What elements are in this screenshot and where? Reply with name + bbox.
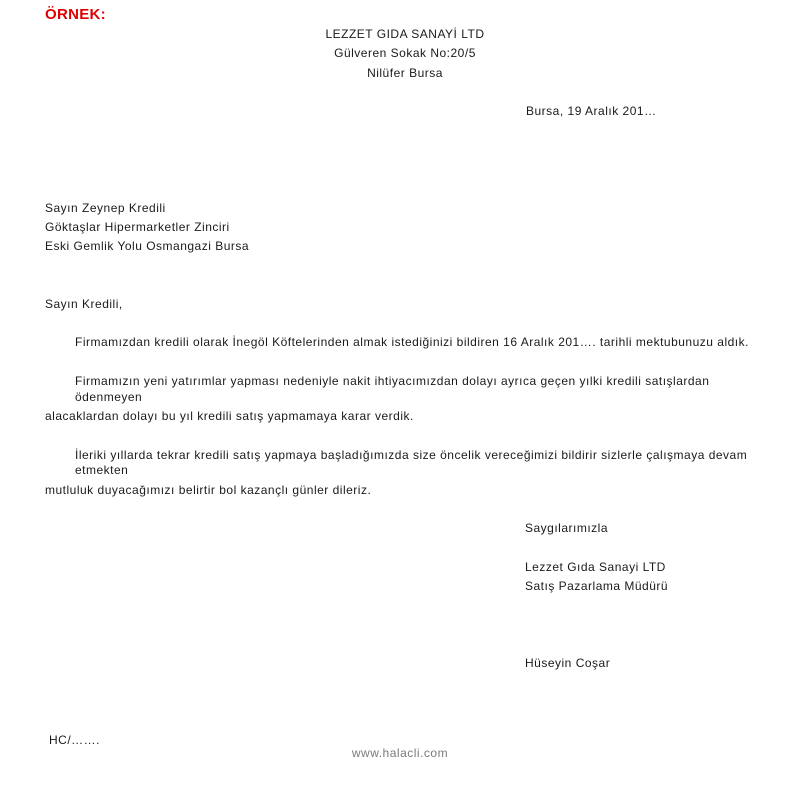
body-paragraph-1: Firmamızdan kredili olarak İnegöl Köftelerinden almak istediğinizi bildiren 16 Aralık 201…. tarihli mektubunuzu aldık.	[75, 335, 749, 349]
body-paragraph-3-line-2: etmekten	[75, 463, 129, 477]
signature-company: Lezzet Gıda Sanayi LTD	[525, 560, 666, 574]
signature-title: Satış Pazarlama Müdürü	[525, 579, 669, 593]
sender-company: LEZZET GIDA SANAYİ LTD	[325, 27, 485, 41]
example-label: ÖRNEK:	[45, 6, 106, 23]
salutation: Sayın Kredili,	[45, 297, 123, 311]
letter-date: Bursa, 19 Aralık 201…	[526, 104, 657, 118]
recipient-company: Göktaşlar Hipermarketler Zinciri	[45, 220, 230, 234]
closing: Saygılarımızla	[525, 521, 609, 535]
reference-code: HC/…….	[49, 733, 100, 747]
signature-name: Hüseyin Coşar	[525, 656, 611, 670]
body-paragraph-2-line-2: ödenmeyen	[75, 390, 143, 404]
recipient-address: Eski Gemlik Yolu Osmangazi Bursa	[45, 239, 250, 253]
sender-street: Gülveren Sokak No:20/5	[334, 46, 476, 60]
body-paragraph-3-line-3: mutluluk duyacağımızı belirtir bol kazançlı günler dileriz.	[45, 483, 372, 497]
body-paragraph-2-line-1: Firmamızın yeni yatırımlar yapması nedeniyle nakit ihtiyacımızdan dolayı ayrıca geçen yılki kredili satışlardan	[75, 374, 710, 388]
body-paragraph-2-line-3: alacaklardan dolayı bu yıl kredili satış yapmamaya karar verdik.	[45, 409, 414, 423]
footer-website: www.halacli.com	[351, 746, 449, 760]
sender-city: Nilüfer Bursa	[367, 66, 443, 80]
body-paragraph-3-line-1: İleriki yıllarda tekrar kredili satış yapmaya başladığımızda size öncelik vereceğimizi bildirir sizlerle çalışmaya devam	[75, 448, 748, 462]
recipient-name: Sayın Zeynep Kredili	[45, 201, 166, 215]
